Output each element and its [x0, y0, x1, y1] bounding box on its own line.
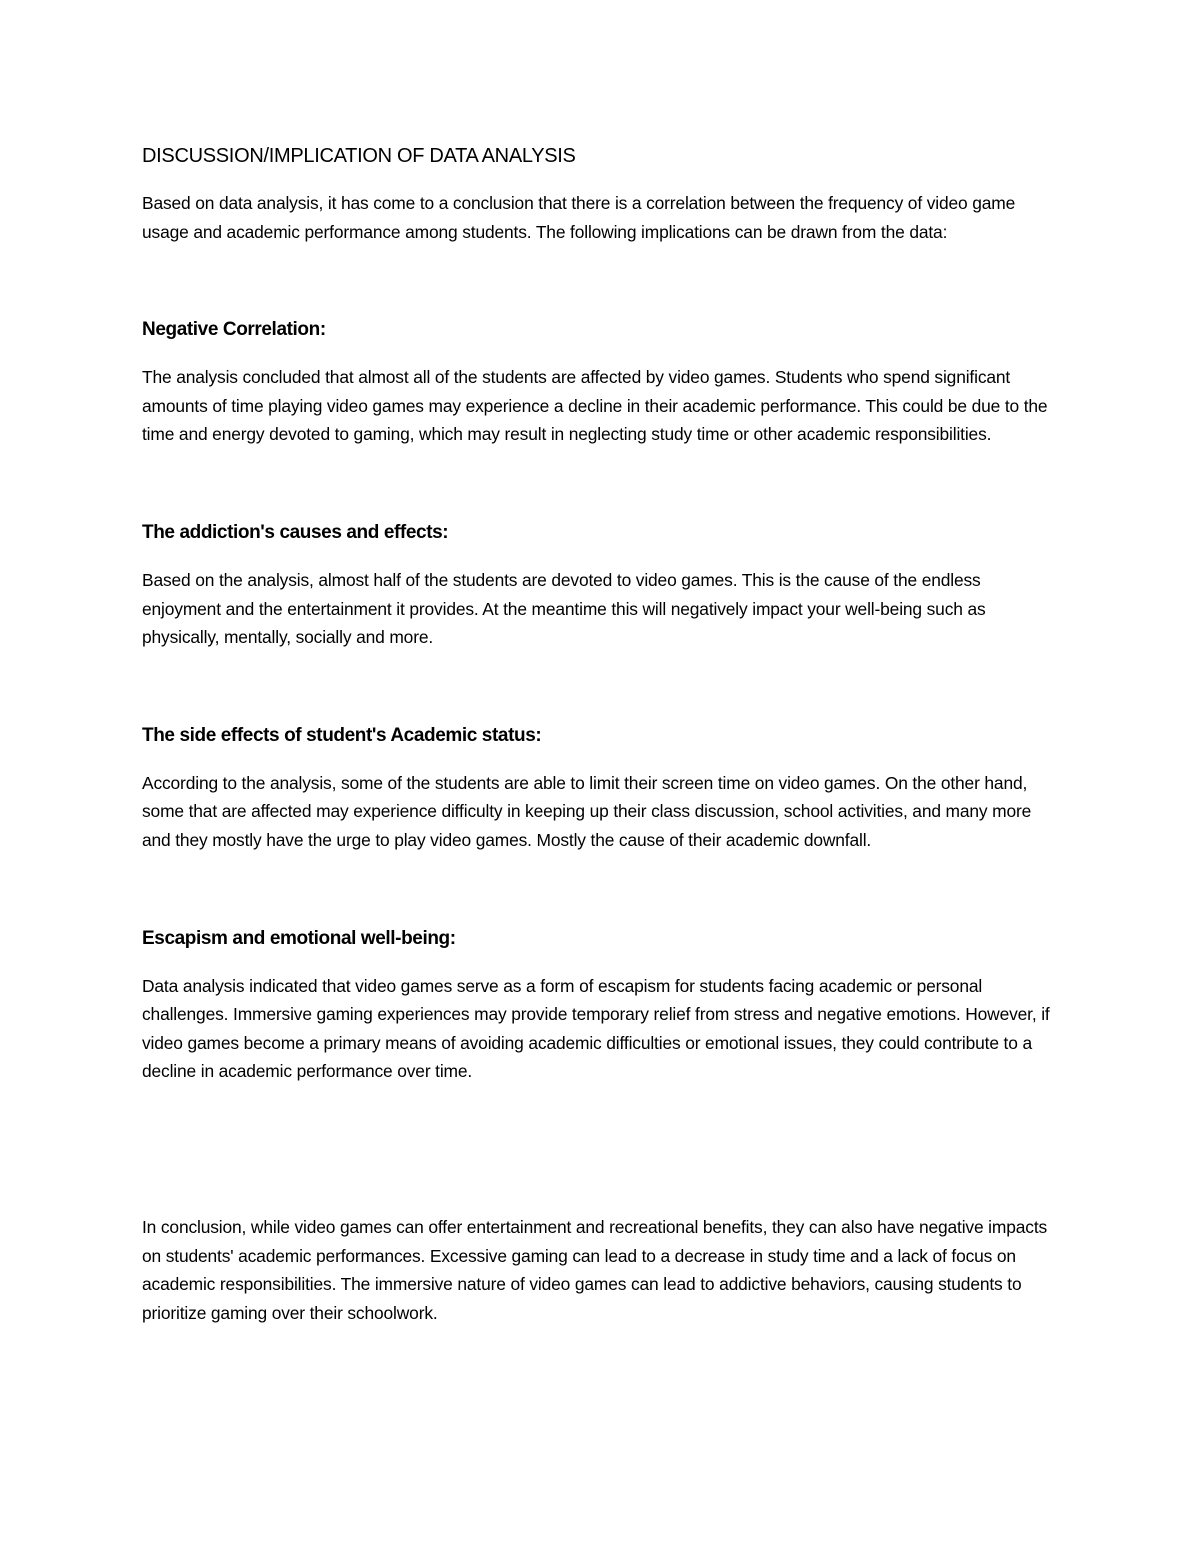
section-body: The analysis concluded that almost all of the students are affected by video games. Students who spend significant amounts of time playing video games may experience a decline in their academic performance. This could be due to the time and energy devoted to gaming, which may result in neglecting study time or other academic responsibilities. — [142, 367, 1048, 445]
section-heading: Escapism and emotional well-being: — [142, 927, 456, 949]
section-heading: The side effects of student's Academic status: — [142, 724, 542, 746]
conclusion-paragraph: In conclusion, while video games can offer entertainment and recreational benefits, they can also have negative impacts on students' academic performances. Excessive gaming can lead to a decrease in study time and a lack of focus on academic responsibilities. The immersive nature of video games can lead to addictive behaviors, causing students to prioritize gaming over their schoolwork. — [142, 1216, 1048, 1323]
document-title: DISCUSSION/IMPLICATION OF DATA ANALYSIS — [142, 145, 576, 167]
section-body: According to the analysis, some of the students are able to limit their screen time on video games. On the other hand, some that are affected may experience difficulty in keeping up their class discussion, school activities, and many more and they mostly have the urge to play video games. Mostly the cause of their academic downfall. — [142, 772, 1032, 850]
section-body: Data analysis indicated that video games serve as a form of escapism for students facing academic or personal challenges. Immersive gaming experiences may provide temporary relief from stress and negative emotions. However, if video games become a primary means of avoiding academic difficulties or emotional issues, they could contribute to a decline in academic performance over time. — [142, 975, 1050, 1082]
document-content — [142, 142, 1062, 1327]
section-addiction — [142, 519, 1062, 652]
intro-paragraph: Based on data analysis, it has come to a conclusion that there is a correlation between the frequency of video game usage and academic performance among students. The following implications can be drawn from the data: — [142, 193, 1016, 242]
section-escapism — [142, 925, 1062, 1086]
section-side-effects — [142, 722, 1062, 855]
section-body: Based on the analysis, almost half of the students are devoted to video games. This is the cause of the endless enjoyment and the entertainment it provides. At the meantime this will negatively impact your well-being such as physically, mentally, socially and more. — [142, 569, 986, 648]
section-negative-correlation — [142, 316, 1062, 449]
section-heading: Negative Correlation: — [142, 319, 326, 341]
section-heading: The addiction's causes and effects: — [142, 521, 449, 543]
